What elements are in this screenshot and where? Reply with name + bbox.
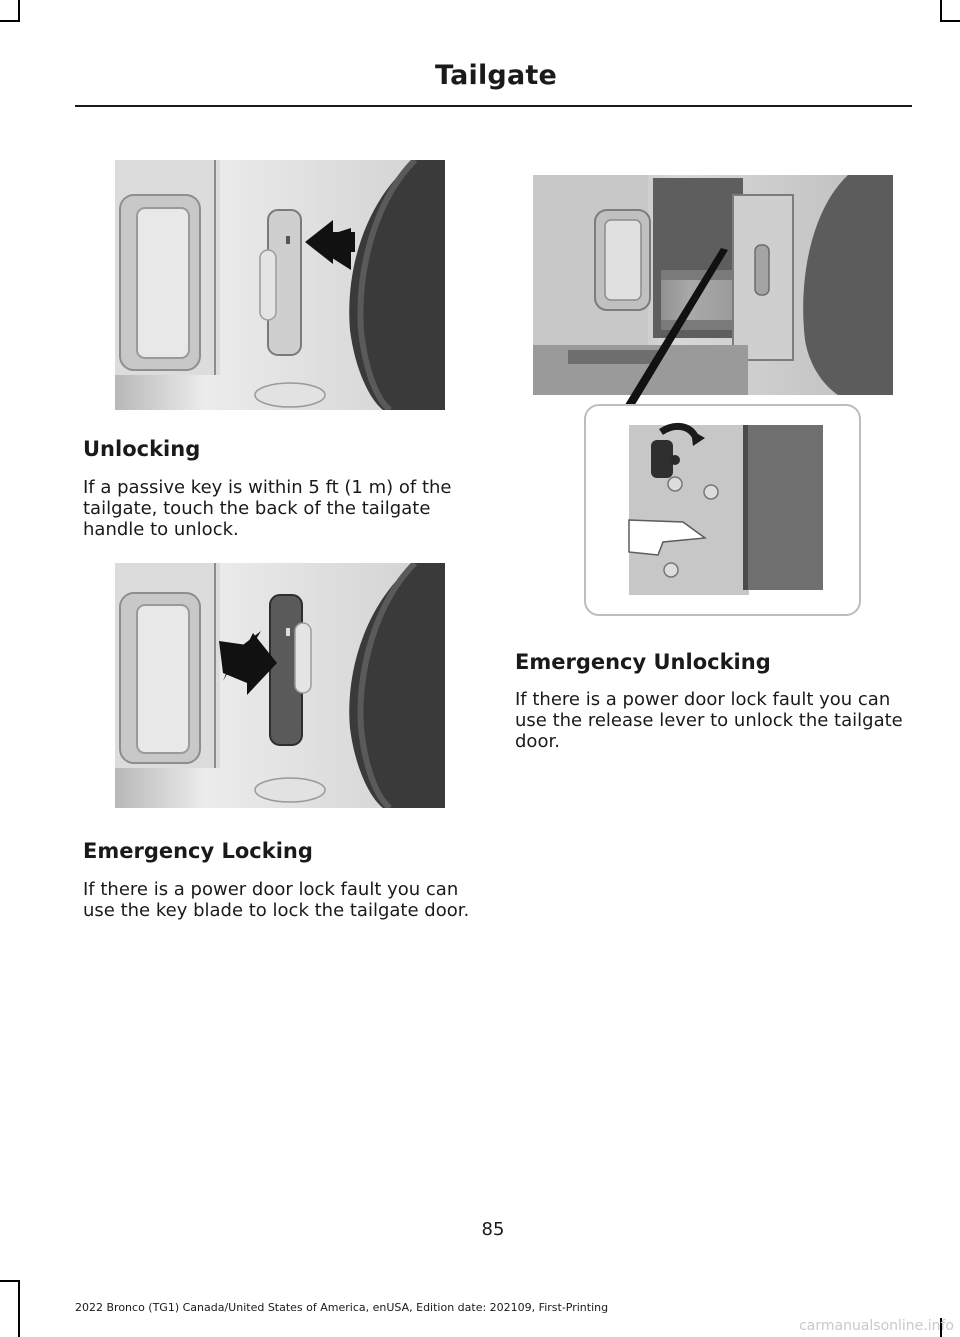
emergency-locking-heading: Emergency Locking [83,839,313,863]
emergency-locking-body: If there is a power door lock fault you can use the key blade to lock the tailgate door. [83,879,470,921]
crop-mark [18,0,20,20]
crop-mark [0,1280,20,1282]
crop-mark [940,0,942,20]
page-number: 85 [481,1219,505,1240]
key-blade-illustration [115,563,445,808]
crop-mark [0,20,20,22]
watermark: carmanualsonline.info [799,1318,954,1334]
header-rule [75,105,912,107]
tailgate-handle-illustration [115,160,445,410]
emergency-unlocking-heading: Emergency Unlocking [515,650,771,674]
unlocking-heading: Unlocking [83,437,201,461]
crop-mark [940,20,960,22]
open-tailgate-illustration [533,170,893,620]
page-title: Tailgate [434,60,557,91]
emergency-unlocking-body: If there is a power door lock fault you can use the release lever to unlock the tailgate door. [515,689,903,752]
crop-mark [18,1280,20,1337]
unlocking-body: If a passive key is within 5 ft (1 m) of the tailgate, touch the back of the tailgate handle to unlock. [83,477,452,540]
edition-footer: 2022 Bronco (TG1) Canada/United States of America, enUSA, Edition date: 202109, First-Printing [75,1301,609,1314]
